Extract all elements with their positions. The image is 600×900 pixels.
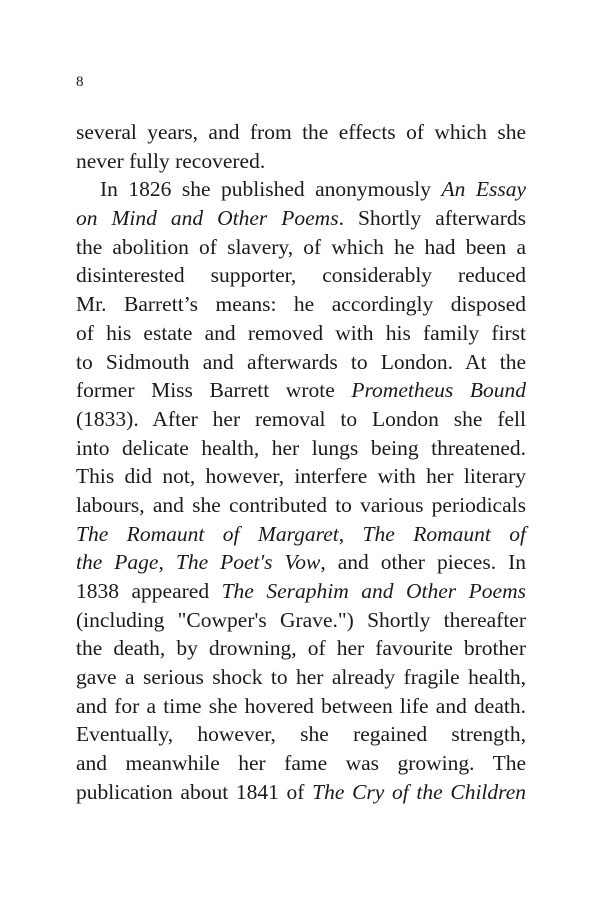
text-segment: former Miss Barrett wrote: [76, 378, 352, 403]
italic-title-text: An Essay: [441, 177, 526, 202]
text-segment: In 1826 she published anonymously: [100, 177, 442, 202]
text-segment: never fully recovered.: [76, 148, 266, 173]
italic-title-text: on Mind and Other Poems: [76, 206, 339, 231]
text-segment: (including "Cowper's Grave.") Shortly thereafter: [76, 607, 526, 632]
text-line: [76, 548, 526, 577]
text-segment: publication about 1841 of: [76, 779, 313, 804]
text-line: [76, 692, 526, 721]
italic-title-text: Prometheus Bound: [351, 378, 526, 403]
text-segment: This did not, however, interfere with her literary: [76, 464, 526, 489]
text-segment: , and other pieces. In: [320, 550, 526, 575]
text-line: [76, 175, 526, 204]
text-line: [76, 290, 526, 319]
text-segment: . Shortly afterwards: [338, 206, 526, 231]
text-segment: and meanwhile her fame was growing. The: [76, 751, 526, 776]
text-line: [76, 577, 526, 606]
text-line: [76, 204, 526, 233]
text-segment: Eventually, however, she regained strength,: [76, 722, 526, 747]
text-line: [76, 749, 526, 778]
text-segment: Mr. Barrett’s means: he accordingly disposed: [76, 292, 526, 317]
text-line: [76, 520, 526, 549]
text-segment: the death, by drowning, of her favourite brother: [76, 636, 526, 661]
text-line: [76, 778, 526, 807]
text-segment: (1833). After her removal to London she fell: [76, 406, 526, 431]
text-segment: 1838 appeared: [76, 579, 222, 603]
text-segment: to Sidmouth and afterwards to London. At the: [76, 349, 526, 374]
text-segment: labours, and she contributed to various periodicals: [76, 492, 526, 517]
text-line: [76, 491, 526, 520]
body-text: [76, 118, 526, 807]
text-line: [76, 663, 526, 692]
text-line: [76, 462, 526, 491]
italic-title-text: The Seraphim and Other Poems: [221, 579, 526, 603]
text-line: [76, 348, 526, 377]
text-line: [76, 319, 526, 348]
text-line: [76, 233, 526, 262]
italic-title-text: the Page: [76, 550, 159, 575]
italic-title-text: The Romaunt of: [362, 521, 527, 546]
text-segment: ,: [158, 550, 176, 575]
text-segment: several years, and from the effects of which she: [76, 120, 526, 144]
text-line: [76, 634, 526, 663]
text-segment: ,: [338, 521, 363, 546]
page-number: 8: [76, 74, 84, 90]
text-line: [76, 376, 526, 405]
italic-title-text: The Romaunt of Margaret: [76, 521, 339, 546]
text-line: [76, 434, 526, 463]
italic-title-text: The Poet's Vow: [175, 550, 321, 575]
text-line: [76, 606, 526, 635]
text-line: [76, 261, 526, 290]
text-segment: and for a time she hovered between life and death.: [76, 693, 526, 718]
text-segment: into delicate health, her lungs being threatened.: [76, 435, 526, 460]
text-line: [76, 405, 526, 434]
text-line: [76, 720, 526, 749]
italic-title-text: The Cry of the Children: [312, 779, 527, 804]
text-segment: of his estate and removed with his family first: [76, 320, 526, 345]
text-line: [76, 118, 526, 147]
text-segment: the abolition of slavery, of which he had been a: [76, 234, 526, 259]
text-segment: gave a serious shock to her already fragile health,: [76, 665, 526, 690]
text-segment: disinterested supporter, considerably reduced: [76, 263, 526, 288]
text-line: [76, 147, 526, 176]
